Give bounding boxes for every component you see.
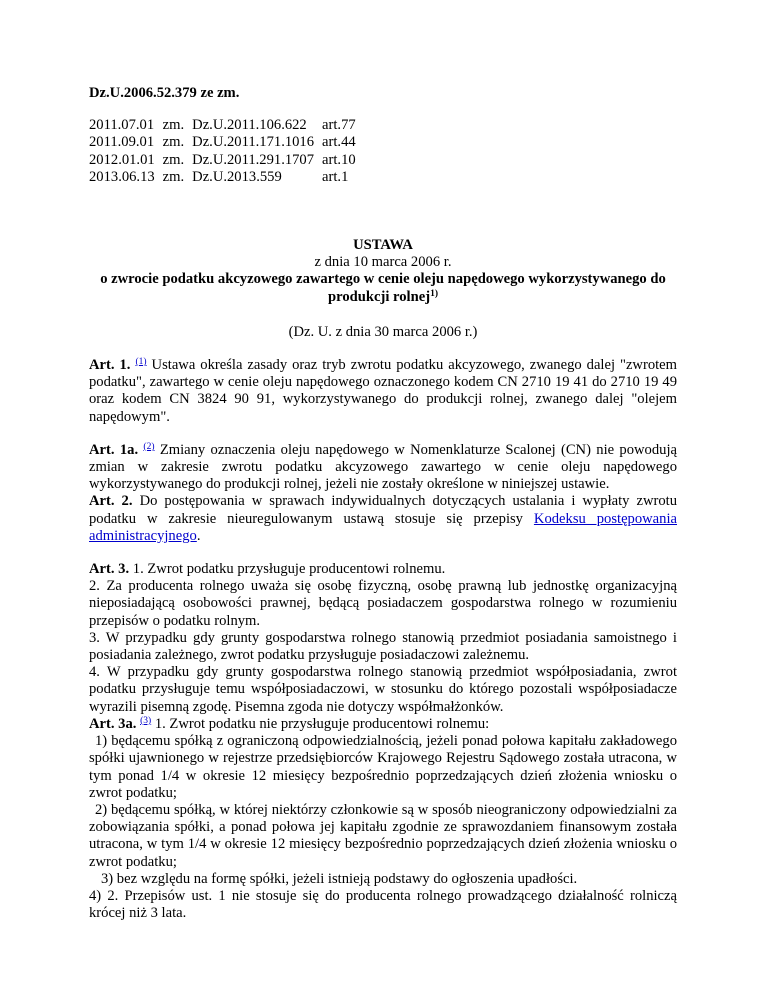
article-3-paragraph-4: 4. W przypadku gdy grunty gospodarstwa rolnego stanowią przedmiot współposiadania, zwrot podatku przysługuje temu współposiadaczowi, w stosunku do którego pozostali współposiadacze wyrazili pisemną zgodę. Pisemna zgoda nie dotyczy współmałżonków. bbox=[89, 664, 677, 715]
document-page bbox=[89, 76, 677, 922]
article-3a-label: Art. 3a. bbox=[89, 715, 137, 732]
act-title-footnote: 1) bbox=[430, 288, 438, 299]
article-1-label: Art. 1. bbox=[89, 357, 131, 374]
article-2 bbox=[89, 493, 677, 545]
article-3-paragraph-2: 2. Za producenta rolnego uważa się osobę fizyczną, osobę prawną lub jednostkę organizacyjną nieposiadającą osobowości prawnej, będącą posiadaczem gospodarstwa rolnego w rozumieniu przepisów o podatku rolnym. bbox=[89, 578, 677, 629]
article-1a-label: Art. 1a. bbox=[89, 441, 139, 458]
article-2-text: Do postępowania w sprawach indywidualnych dotyczących ustalania i wypłaty zwrotu podatku w zakresie nieuregulowanym ustawą stosuje się przepisy bbox=[89, 493, 678, 527]
amendment-date: 2011.09.01 bbox=[89, 134, 155, 151]
amendment-journal: Dz.U.2011.106.622 bbox=[192, 117, 307, 134]
act-publication: (Dz. U. z dnia 30 marca 2006 r.) bbox=[288, 323, 478, 340]
article-2-text-end: . bbox=[196, 527, 201, 544]
article-3-paragraph-3: 3. W przypadku gdy grunty gospodarstwa rolnego stanowią przedmiot posiadania samoistnego i posiadania zależnego, zwrot podatku przysługuje posiadaczowi zależnemu. bbox=[89, 629, 677, 664]
footnote-link[interactable]: (1) bbox=[135, 357, 147, 368]
amendment-type: zm. bbox=[162, 117, 185, 134]
act-title-text: o zwrocie podatku akcyzowego zawartego w cenie oleju napędowego wykorzystywanego do produkcji rolnej bbox=[100, 271, 666, 305]
article-3 bbox=[89, 561, 677, 578]
amendment-journal: Dz.U.2011.171.1016 bbox=[192, 134, 315, 151]
amendment-type: zm. bbox=[162, 168, 185, 185]
article-1a-text: Zmiany oznaczenia oleju napędowego w Nomenklaturze Scalonej (CN) nie powodują zmian w zakresie zwrotu podatku akcyzowego zawartego w cenie oleju napędowego wykorzystywanego do produkcji rolnej, jeżeli nie zostały określone w niniejszej ustawie. bbox=[89, 441, 677, 493]
kpa-link[interactable]: Kodeksu postępowania administracyjnego bbox=[89, 510, 677, 544]
amendment-journal: Dz.U.2011.291.1707 bbox=[192, 151, 315, 168]
amendments-table bbox=[89, 117, 364, 186]
amendment-date: 2012.01.01 bbox=[89, 151, 155, 168]
article-3a-item-1: 1) będącemu spółką z ograniczoną odpowiedzialnością, jeżeli ponad połowa kapitału zakładowego spółki ujawnionego w rejestrze przedsiębiorców Krajowego Rejestru Sądowego została utracona, w tym ponad 1/4 w okresie 12 miesięcy bezpośrednio poprzedzających dzień złożenia wniosku o zwrot podatku; bbox=[89, 733, 677, 801]
amendment-row bbox=[89, 169, 364, 186]
act-date: z dnia 10 marca 2006 r. bbox=[314, 254, 452, 271]
article-1-text: Ustawa określa zasady oraz tryb zwrotu podatku akcyzowego, zwanego dalej "zwrotem podatku", zawartego w cenie oleju napędowego oznaczonego kodem CN 2710 19 41 do 2710 19 49 oraz kodem CN 3824 90 91, wykorzystywanego do produkcji rolnej, zwanego dalej "olejem napędowym". bbox=[89, 357, 678, 425]
article-1a bbox=[89, 442, 677, 494]
document-reference: Dz.U.2006.52.379 ze zm. bbox=[89, 85, 240, 101]
article-3-paragraph-1: 1. Zwrot podatku przysługuje producentowi rolnemu. bbox=[132, 561, 446, 578]
amendment-type: zm. bbox=[162, 151, 185, 168]
amendment-row bbox=[89, 134, 364, 151]
article-3a-item-4: 4) 2. Przepisów ust. 1 nie stosuje się do producenta rolnego prowadzącego działalność rolniczą krócej niż 3 lata. bbox=[89, 887, 677, 922]
amendment-type: zm. bbox=[162, 134, 185, 151]
amendment-article: art.1 bbox=[322, 168, 349, 185]
amendment-article: art.77 bbox=[322, 117, 356, 134]
article-3a-paragraph-1: 1. Zwrot podatku nie przysługuje producentowi rolnemu: bbox=[154, 715, 490, 732]
amendment-date: 2011.07.01 bbox=[89, 117, 155, 134]
article-3a bbox=[89, 716, 677, 733]
amendment-journal: Dz.U.2013.559 bbox=[192, 168, 282, 185]
footnote-link[interactable]: (3) bbox=[140, 715, 152, 726]
amendment-article: art.10 bbox=[322, 151, 356, 168]
amendment-date: 2013.06.13 bbox=[89, 168, 155, 185]
article-3-label: Art. 3. bbox=[89, 561, 130, 578]
amendment-row bbox=[89, 152, 364, 169]
article-3a-item-2: 2) będącemu spółką, w której niektórzy członkowie są w sposób nieograniczony odpowiedzialni za zobowiązania spółki, a ponad połowa jej kapitału zgodnie ze sprawozdaniem finansowym została utracona, w tym 1/4 w okresie 12 miesięcy bezpośrednio poprzedzających dzień złożenia wniosku o zwrot podatku; bbox=[89, 801, 677, 870]
act-type: USTAWA bbox=[353, 237, 413, 254]
amendment-article: art.44 bbox=[322, 134, 356, 151]
article-1 bbox=[89, 357, 677, 426]
act-title bbox=[89, 271, 677, 305]
article-3a-item-3: 3) bez względu na formę spółki, jeżeli istnieją podstawy do ogłoszenia upadłości. bbox=[101, 870, 578, 887]
footnote-link[interactable]: (2) bbox=[143, 441, 155, 452]
article-2-label: Art. 2. bbox=[89, 493, 133, 510]
amendment-row bbox=[89, 117, 364, 134]
